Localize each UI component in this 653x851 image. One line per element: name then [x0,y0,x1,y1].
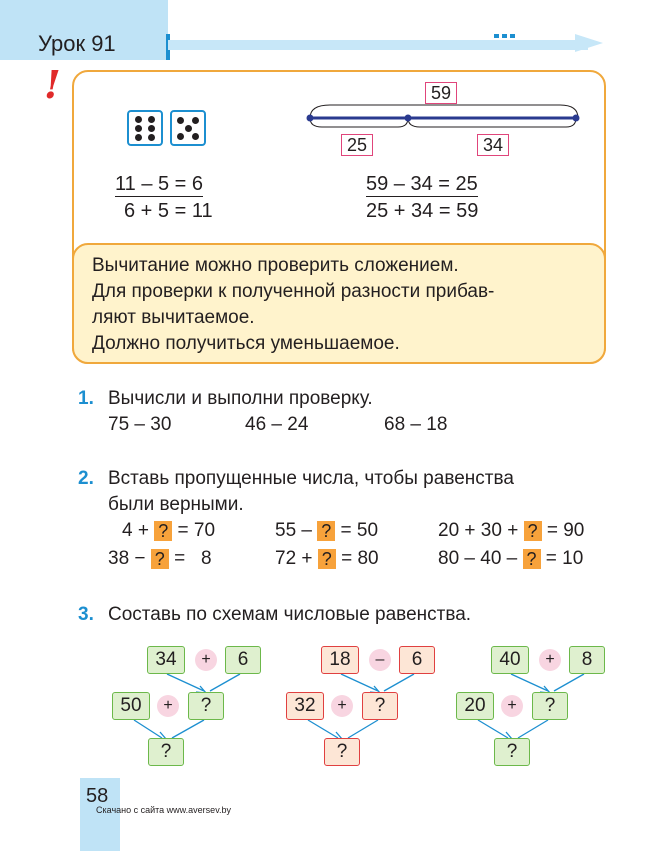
scheme-3 [456,646,616,772]
rule-line-4: Должно получиться уменьшаемое. [92,333,400,354]
lesson-title: Урок 91 [38,31,116,56]
header-arrow-icon [575,34,603,52]
scheme-1-box-c: 50 [112,692,150,720]
task-1-expr-2: 46 – 24 [245,414,309,435]
question-box: ? [523,549,541,569]
question-box: ? [524,521,542,541]
scheme-3-box-b: 8 [569,646,605,674]
task-1-expr-1: 75 – 30 [108,414,172,435]
scheme-2-box-c: 32 [286,692,324,720]
source-note: Скачано с сайта www.aversev.by [96,805,232,815]
die-five-icon [170,110,206,146]
scheme-2-op-1: – [369,649,391,671]
page-number: 58 [86,785,109,807]
task-3-text: Составь по схемам числовые равенства. [108,604,472,625]
scheme-2-box-e: ? [324,738,360,766]
task-2-row-2-expr-a: 38 − ? = 8 [108,548,212,569]
task-2-text-1: Вставь пропущенные числа, чтобы равенства [108,468,514,489]
task-2-row-1-expr-b: 55 – ? = 50 [275,520,379,541]
scheme-3-op-1: + [539,649,561,671]
task-2-number: 2. [78,468,94,489]
scheme-1-op-1: + [195,649,217,671]
task-2-row-2-expr-b: 72 + ? = 80 [275,548,379,569]
task-1-text: Вычисли и выполни проверку. [108,388,373,409]
scheme-1-box-b: 6 [225,646,261,674]
question-box: ? [318,549,336,569]
dice-equation-1: 11 – 5 = 6 [115,173,204,195]
scheme-1-op-2: + [157,695,179,717]
segment-right: 34 [477,134,509,156]
scheme-3-box-d: ? [532,692,568,720]
scheme-2-box-d: ? [362,692,398,720]
scheme-1 [112,646,272,772]
exclamation-icon: ! [44,62,61,107]
question-box: ? [151,549,169,569]
scheme-2-op-2: + [331,695,353,717]
scheme-2 [286,646,446,772]
segment-equation-2: 25 + 34 = 59 [366,200,479,222]
scheme-1-box-e: ? [148,738,184,766]
scheme-1-box-d: ? [188,692,224,720]
header-dashes [494,34,516,38]
scheme-3-box-c: 20 [456,692,494,720]
segment-total: 59 [425,82,457,104]
die-six-icon [127,110,163,146]
task-2-text-2: были верными. [108,494,244,515]
rule-line-3: ляют вычитаемое. [92,307,255,328]
scheme-2-box-a: 18 [321,646,359,674]
segment-diagram [300,100,585,130]
question-box: ? [317,521,335,541]
segment-left: 25 [341,134,373,156]
task-2-row-1-expr-a: 4 + ? = 70 [122,520,216,541]
scheme-3-op-2: + [501,695,523,717]
rule-line-1: Вычитание можно проверить сложением. [92,255,459,276]
scheme-3-box-e: ? [494,738,530,766]
task-1-expr-3: 68 – 18 [384,414,448,435]
segment-equation-1: 59 – 34 = 25 [366,173,478,195]
scheme-1-box-a: 34 [147,646,185,674]
question-box: ? [154,521,172,541]
scheme-2-box-b: 6 [399,646,435,674]
task-3-number: 3. [78,604,94,625]
dice-equation-2: 6 + 5 = 11 [124,200,213,222]
rule-line-2: Для проверки к полученной разности прибав- [92,281,495,302]
header-line [168,40,588,50]
task-1-number: 1. [78,388,94,409]
task-2-row-2-expr-c: 80 – 40 – ? = 10 [438,548,584,569]
task-2-row-1-expr-c: 20 + 30 + ? = 90 [438,520,585,541]
scheme-3-box-a: 40 [491,646,529,674]
